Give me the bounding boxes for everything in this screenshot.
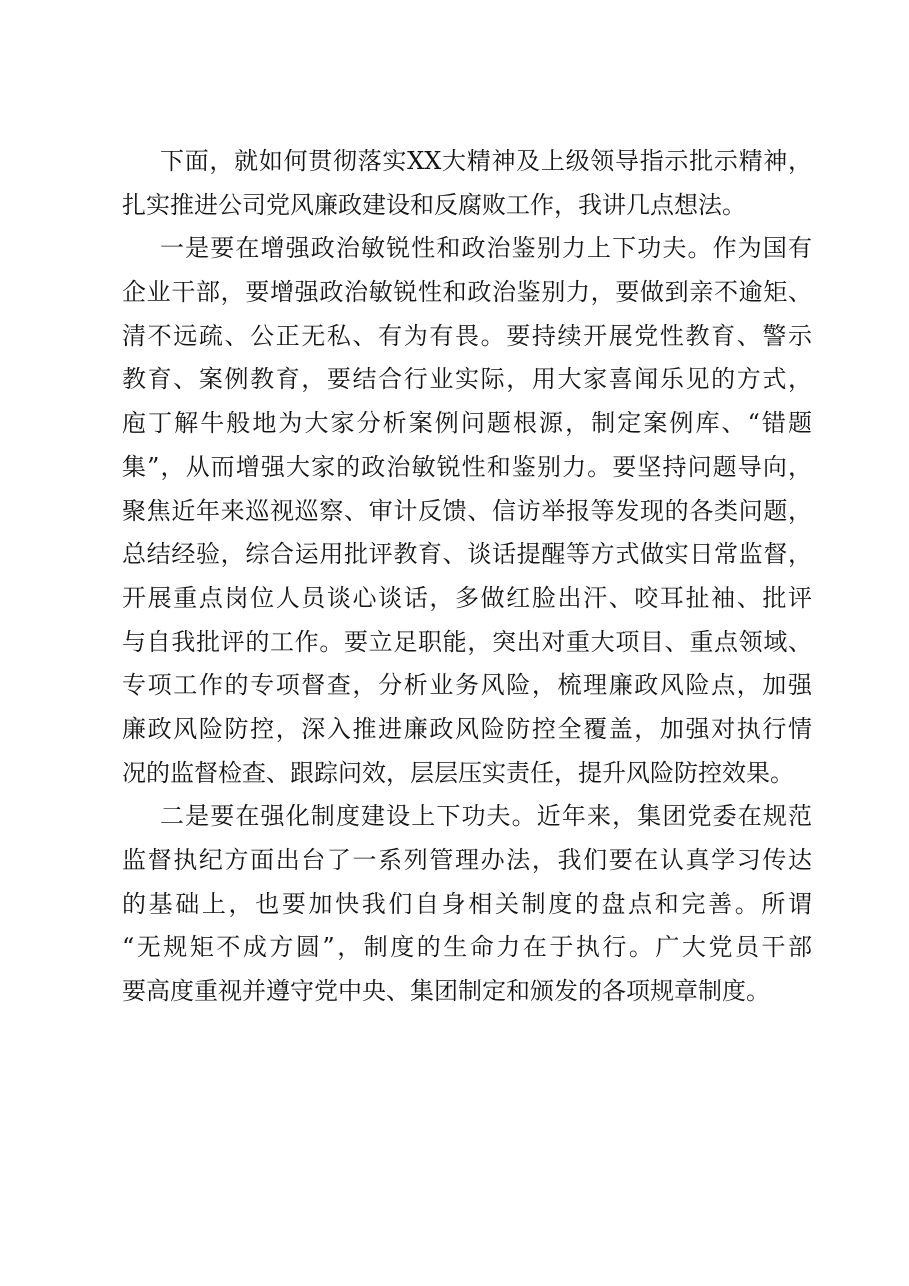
paragraph-2-line-13: 况的监督检查、跟踪问效，层层压实责任，提升风险防控效果。: [122, 758, 794, 787]
paragraph-2-line-11: 专项工作的专项督查，分析业务风险，梳理廉政风险点，加强: [122, 671, 812, 700]
paragraph-1-line-1: 下面，就如何贯彻落实XX大精神及上级领导指示批示精神，: [160, 147, 812, 175]
paragraph-2-line-3: 清不远疏、公正无私、有为有畏。要持续开展党性教育、警示: [122, 321, 812, 350]
paragraph-3-line-5: 要高度重视并遵守党中央、集团制定和颁发的各项规章制度。: [122, 977, 770, 1006]
paragraph-3-line-2: 监督执纪方面出台了一系列管理办法，我们要在认真学习传达: [122, 846, 812, 874]
document-body: [122, 140, 812, 1014]
paragraph-2-line-7: 聚焦近年来巡视巡察、审计反馈、信访举报等发现的各类问题，: [122, 496, 812, 525]
paragraph-1-line-2: 扎实推进公司党风廉政建设和反腐败工作，我讲几点想法。: [122, 190, 746, 219]
paragraph-2-line-4: 教育、案例教育，要结合行业实际，用大家喜闻乐见的方式，: [122, 365, 812, 394]
paragraph-2-line-10: 与自我批评的工作。要立足职能，突出对重大项目、重点领域、: [122, 627, 812, 656]
paragraph-3-line-3: 的基础上，也要加快我们自身相关制度的盘点和完善。所谓: [122, 889, 812, 918]
paragraph-2-line-1: 一是要在增强政治敏锐性和政治鉴别力上下功夫。作为国有: [160, 234, 812, 263]
paragraph-2-line-9: 开展重点岗位人员谈心谈话，多做红脸出汗、咬耳扯袖、批评: [122, 583, 812, 612]
paragraph-3-line-4: “无规矩不成方圆”，制度的生命力在于执行。广大党员干部: [122, 933, 812, 962]
paragraph-3-line-1: 二是要在强化制度建设上下功夫。近年来，集团党委在规范: [160, 802, 812, 831]
paragraph-2-line-12: 廉政风险防控，深入推进廉政风险防控全覆盖，加强对执行情: [122, 714, 812, 743]
paragraph-2-line-6: 集”，从而增强大家的政治敏锐性和鉴别力。要坚持问题导向，: [122, 452, 812, 481]
paragraph-2-line-5: 庖丁解牛般地为大家分析案例问题根源，制定案例库、“错题: [122, 409, 812, 438]
paragraph-2-line-8: 总结经验，综合运用批评教育、谈话提醒等方式做实日常监督，: [122, 540, 812, 569]
paragraph-2-line-2: 企业干部，要增强政治敏锐性和政治鉴别力，要做到亲不逾矩、: [122, 278, 812, 307]
